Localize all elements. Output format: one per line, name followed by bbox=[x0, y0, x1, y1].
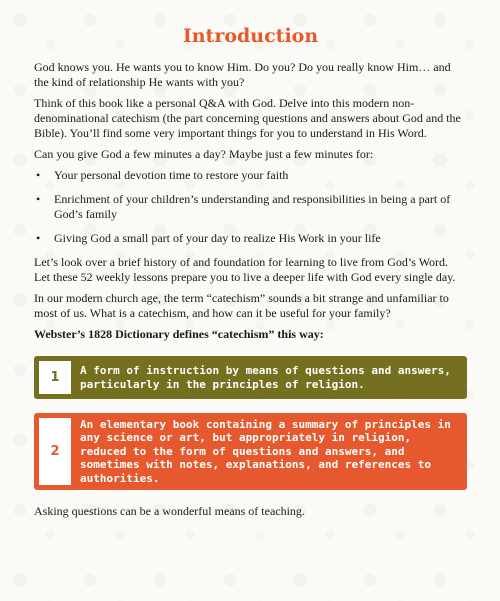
definitions-heading: Webster’s 1828 Dictionary defines “catechism” this way: bbox=[34, 327, 324, 341]
bullet-list bbox=[34, 168, 467, 246]
closing-paragraph: Asking questions can be a wonderful means of teaching. bbox=[34, 504, 305, 518]
list-item bbox=[34, 192, 467, 222]
bullet-icon: • bbox=[36, 231, 41, 245]
list-item-text: Your personal devotion time to restore your faith bbox=[54, 168, 289, 182]
list-item-text: Giving God a small part of your day to realize His Work in your life bbox=[54, 231, 381, 245]
bullet-icon: • bbox=[36, 192, 41, 206]
definition-text-1: A form of instruction by means of questions and answers, particularly in the principles of religion. bbox=[80, 364, 451, 391]
definition-box-2 bbox=[34, 413, 467, 490]
page-title: Introduction bbox=[182, 25, 319, 47]
list-item bbox=[34, 231, 467, 246]
definition-box-1 bbox=[34, 356, 467, 399]
list-item bbox=[34, 168, 467, 183]
definition-text-2: An elementary book containing a summary of principles in any science or art, but appropriately in religion, reduced to the form of questions and answers, and sometimes with notes, explanations, and references to authorities. bbox=[80, 417, 451, 485]
bullet-icon: • bbox=[36, 168, 41, 182]
definition-number-2: 2 bbox=[39, 418, 71, 485]
intro-paragraph-1: God knows you. He wants you to know Him. Do you? Do you really know Him… and the kind of relationship He wants with you? bbox=[34, 60, 451, 89]
list-item-text: Enrichment of your children’s understanding and responsibilities in being a part of God’s family bbox=[54, 192, 451, 221]
history-paragraph: Let’s look over a brief history of and foundation for learning to live from God’s Word. Let these 52 weekly lessons prepare you to live a deeper life with God every single day. bbox=[34, 255, 456, 284]
intro-paragraph-2: Think of this book like a personal Q&A with God. Delve into this modern non-denominational catechism (the part concerning questions and answers about God and the Bible). You’ll find some very important things for you to understand in His Word. bbox=[34, 96, 461, 140]
intro-paragraph-3: Can you give God a few minutes a day? Maybe just a few minutes for: bbox=[34, 147, 374, 161]
catechism-paragraph: In our modern church age, the term “catechism” sounds a bit strange and unfamiliar to most of us. What is a catechism, and how can it be useful for your family? bbox=[34, 291, 449, 320]
definition-number-1: 1 bbox=[39, 361, 71, 394]
